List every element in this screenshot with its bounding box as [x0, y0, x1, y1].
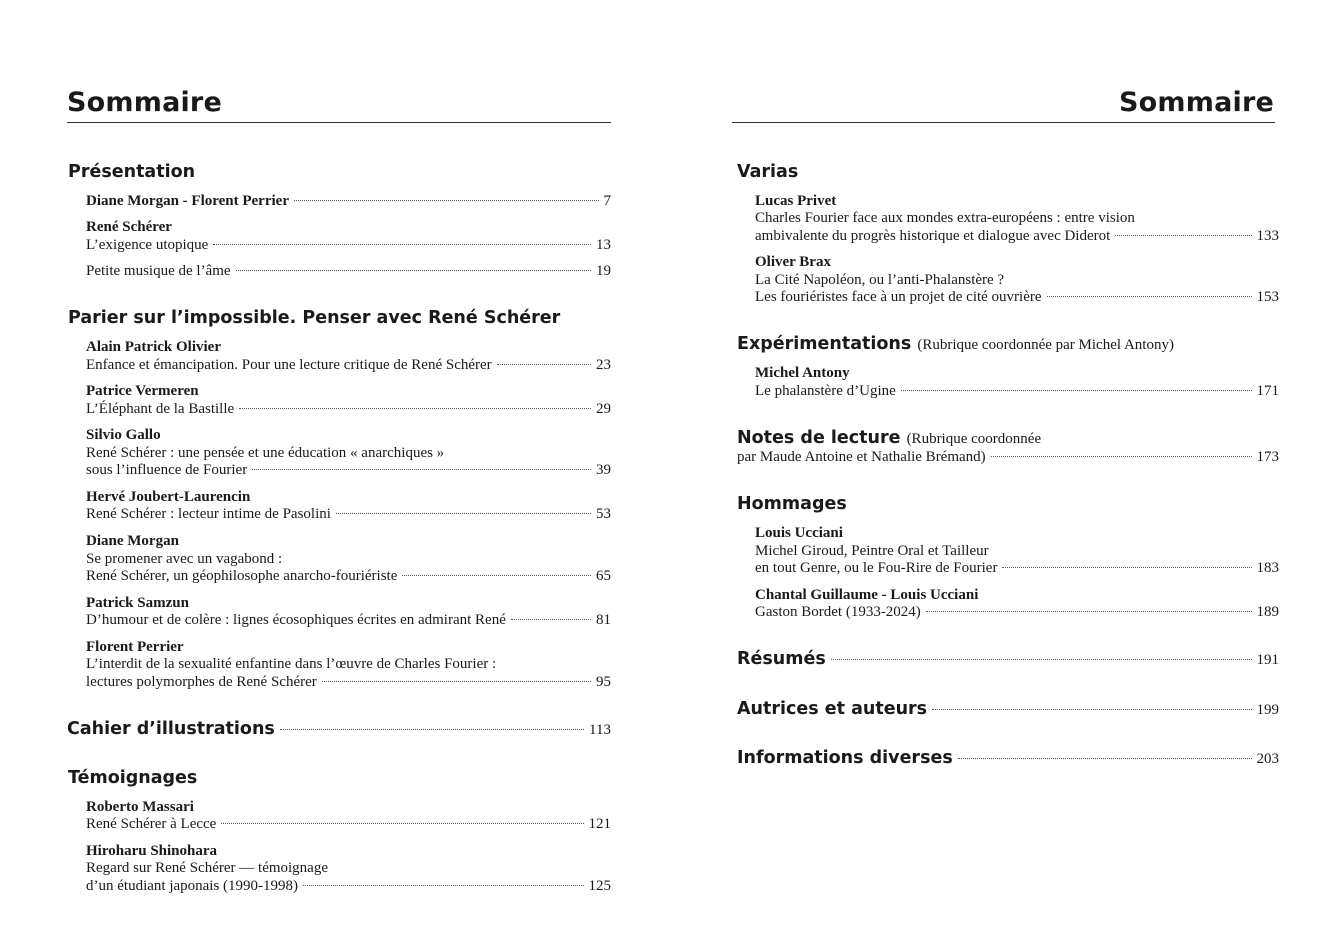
- entry-title: Gaston Bordet (1933-2024): [755, 604, 921, 620]
- entry-author: Lucas Privet: [755, 193, 837, 209]
- page-number: 7: [603, 193, 611, 209]
- page-number: 39: [596, 462, 611, 478]
- entry-title: sous l’influence de Fourier: [86, 462, 248, 478]
- page-number: 121: [588, 816, 611, 832]
- dot-leader: [236, 270, 591, 271]
- toc-entry[interactable]: [86, 673, 611, 691]
- section-hommages: Hommages: [737, 494, 847, 514]
- entry-author: Michel Antony: [755, 365, 850, 381]
- toc-entry-notes[interactable]: [737, 448, 1279, 466]
- dot-leader: [1115, 235, 1251, 236]
- page-number: 113: [589, 722, 611, 738]
- page-number: 125: [588, 878, 611, 894]
- toc-entry[interactable]: [86, 461, 611, 479]
- section-notes-de-lecture: [737, 427, 1041, 450]
- dot-leader: [303, 885, 583, 886]
- page-number: 81: [596, 612, 611, 628]
- entry-author: Patrick Samzun: [86, 595, 189, 611]
- entry-title: Cahier d’illustrations: [67, 719, 275, 739]
- entry-author: Diane Morgan: [86, 533, 179, 549]
- dot-leader: [932, 709, 1251, 710]
- toc-entry[interactable]: [755, 288, 1279, 306]
- entry-title: par Maude Antoine et Nathalie Brémand): [737, 449, 986, 465]
- dot-leader: [991, 456, 1252, 457]
- dot-leader: [831, 659, 1252, 660]
- section-varias: Varias: [737, 162, 799, 182]
- page-number: 203: [1256, 751, 1279, 767]
- entry-subtitle: L’interdit de la sexualité enfantine dans l’œuvre de Charles Fourier :: [86, 656, 497, 672]
- entry-title: en tout Genre, ou le Fou-Rire de Fourier: [755, 560, 998, 576]
- page-number: 95: [596, 674, 611, 690]
- toc-entry[interactable]: [86, 400, 611, 418]
- dot-leader: [239, 408, 591, 409]
- toc-entry[interactable]: [86, 611, 611, 629]
- toc-entry-cahier[interactable]: [67, 718, 611, 740]
- section-temoignages: Témoignages: [68, 768, 198, 788]
- entry-title: Les fouriéristes face à un projet de cité ouvrière: [755, 289, 1042, 305]
- entry-title: Résumés: [737, 649, 826, 669]
- toc-entry[interactable]: [86, 236, 611, 254]
- entry-title: René Schérer à Lecce: [86, 816, 217, 832]
- entry-subtitle: La Cité Napoléon, ou l’anti-Phalanstère ?: [755, 272, 1005, 288]
- dot-leader: [402, 575, 591, 576]
- toc-entry[interactable]: [86, 567, 611, 585]
- page-number: 189: [1256, 604, 1279, 620]
- entry-author: Roberto Massari: [86, 799, 194, 815]
- dot-leader: [511, 619, 591, 620]
- page-number: 133: [1256, 228, 1279, 244]
- section-presentation: Présentation: [68, 162, 196, 182]
- entry-author: Patrice Vermeren: [86, 383, 199, 399]
- toc-entry-autrices[interactable]: [737, 698, 1279, 720]
- page-number: 171: [1256, 383, 1279, 399]
- section-note: (Rubrique coordonnée: [906, 431, 1042, 447]
- entry-author: Hiroharu Shinohara: [86, 843, 218, 859]
- page-number: 53: [596, 506, 611, 522]
- entry-author: Oliver Brax: [755, 254, 831, 270]
- section-note: (Rubrique coordonnée par Michel Antony): [917, 337, 1174, 353]
- entry-author: Louis Ucciani: [755, 525, 843, 541]
- section-experimentations: [737, 333, 1174, 356]
- page-number: 65: [596, 568, 611, 584]
- dot-leader: [901, 390, 1252, 391]
- dot-leader: [280, 729, 584, 730]
- entry-title: ambivalente du progrès historique et dialogue avec Diderot: [755, 228, 1111, 244]
- page-number: 199: [1256, 702, 1279, 718]
- entry-subtitle: René Schérer : une pensée et une éducation « anarchiques »: [86, 445, 445, 461]
- entry-title: René Schérer, un géophilosophe anarcho-fouriériste: [86, 568, 398, 584]
- entry-title: René Schérer : lecteur intime de Pasolini: [86, 506, 331, 522]
- page-number: 29: [596, 401, 611, 417]
- entry-title: d’un étudiant japonais (1990-1998): [86, 878, 299, 894]
- entry-title: Diane Morgan - Florent Perrier: [86, 193, 289, 209]
- entry-author: Silvio Gallo: [86, 427, 161, 443]
- dot-leader: [213, 244, 591, 245]
- page-number: 19: [596, 263, 611, 279]
- entry-author: Florent Perrier: [86, 639, 184, 655]
- page-number: 191: [1256, 652, 1279, 668]
- entry-subtitle: Michel Giroud, Peintre Oral et Tailleur: [755, 543, 989, 559]
- dot-leader: [294, 200, 599, 201]
- toc-entry[interactable]: [86, 262, 611, 280]
- toc-entry[interactable]: [755, 559, 1279, 577]
- page-number: 13: [596, 237, 611, 253]
- toc-entry[interactable]: [86, 192, 611, 210]
- toc-entry[interactable]: [755, 382, 1279, 400]
- toc-entry-resumes[interactable]: [737, 648, 1279, 670]
- toc-entry[interactable]: [86, 505, 611, 523]
- entry-author: Alain Patrick Olivier: [86, 339, 221, 355]
- toc-entry[interactable]: [755, 227, 1279, 245]
- page-number: 153: [1256, 289, 1279, 305]
- toc-entry[interactable]: [86, 356, 611, 374]
- page-number: 23: [596, 357, 611, 373]
- dot-leader: [926, 611, 1252, 612]
- page-title-right: Sommaire: [1119, 87, 1274, 118]
- dot-leader: [322, 681, 591, 682]
- dot-leader: [1047, 296, 1252, 297]
- section-parier: Parier sur l’impossible. Penser avec René Schérer: [68, 308, 561, 328]
- page-number: 173: [1256, 449, 1279, 465]
- entry-title: L’Éléphant de la Bastille: [86, 401, 235, 417]
- entry-author: Hervé Joubert-Laurencin: [86, 489, 251, 505]
- dot-leader: [958, 758, 1252, 759]
- dot-leader: [1002, 567, 1251, 568]
- entry-subtitle: Se promener avec un vagabond :: [86, 551, 283, 567]
- section-title: Notes de lecture: [737, 428, 901, 448]
- dot-leader: [252, 469, 591, 470]
- toc-entry[interactable]: [86, 877, 611, 895]
- entry-title: lectures polymorphes de René Schérer: [86, 674, 317, 690]
- toc-entry-informations[interactable]: [737, 747, 1279, 769]
- entry-subtitle: Regard sur René Schérer — témoignage: [86, 860, 328, 876]
- dot-leader: [497, 364, 591, 365]
- entry-title: Petite musique de l’âme: [86, 263, 231, 279]
- dot-leader: [221, 823, 583, 824]
- entry-title: D’humour et de colère : lignes écosophiques écrites en admirant René: [86, 612, 506, 628]
- entry-title: Le phalanstère d’Ugine: [755, 383, 896, 399]
- page-title-left: Sommaire: [67, 87, 222, 118]
- page-number: 183: [1256, 560, 1279, 576]
- entry-author: René Schérer: [86, 219, 172, 235]
- entry-title: Autrices et auteurs: [737, 699, 928, 719]
- title-rule-right: [732, 122, 1275, 123]
- entry-title: L’exigence utopique: [86, 237, 209, 253]
- entry-subtitle: Charles Fourier face aux mondes extra-européens : entre vision: [755, 210, 1135, 226]
- dot-leader: [336, 513, 591, 514]
- entry-title: Informations diverses: [737, 748, 953, 768]
- section-title: Expérimentations: [737, 334, 912, 354]
- toc-entry[interactable]: [755, 603, 1279, 621]
- toc-entry[interactable]: [86, 815, 611, 833]
- title-rule-left: [67, 122, 611, 123]
- entry-title: Enfance et émancipation. Pour une lecture critique de René Schérer: [86, 357, 492, 373]
- entry-author: Chantal Guillaume - Louis Ucciani: [755, 587, 979, 603]
